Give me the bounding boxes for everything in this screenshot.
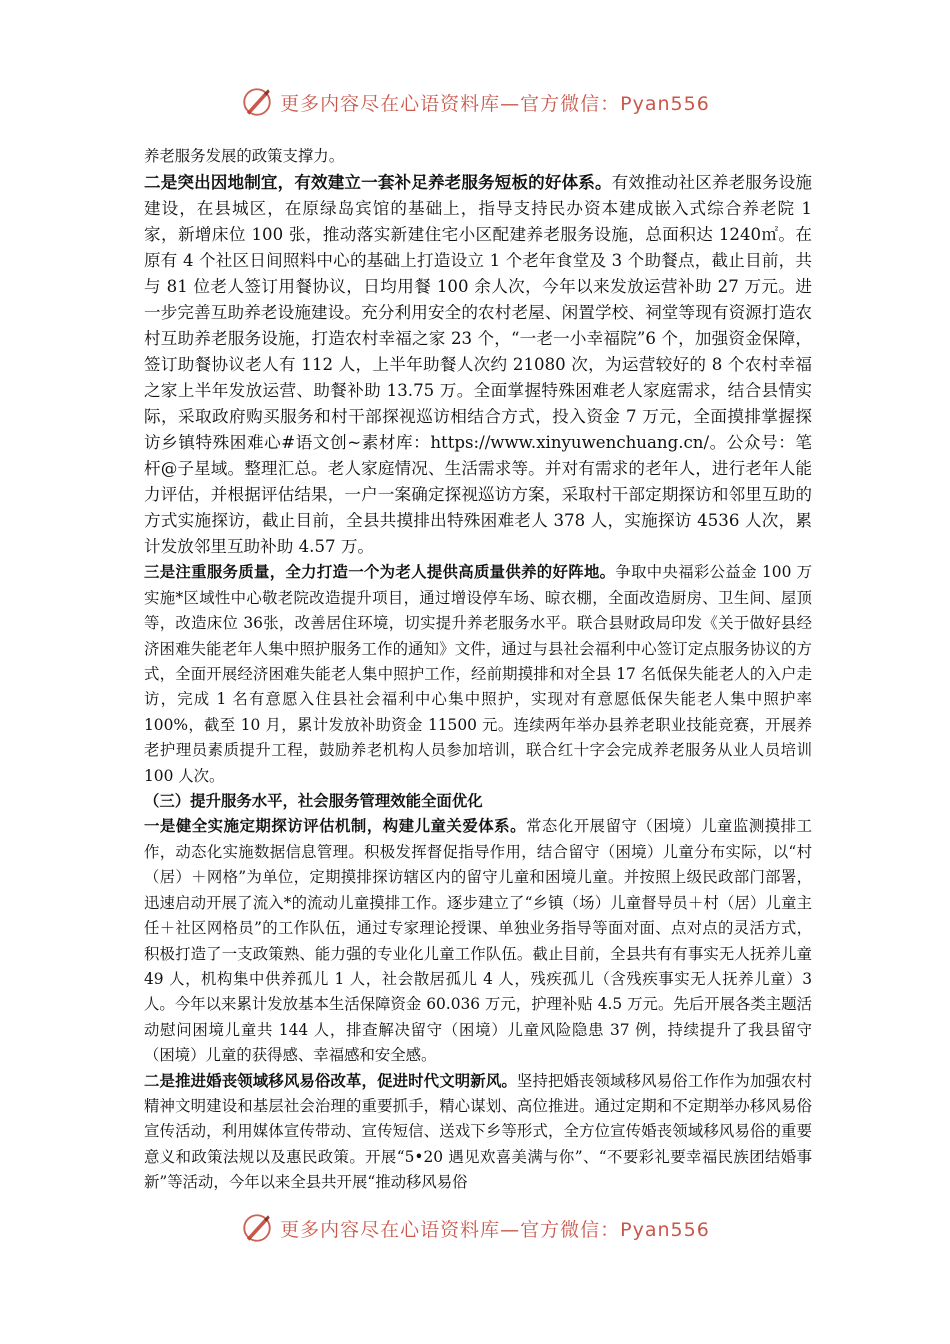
paragraph-body: 常态化开展留守（困境）儿童监测摸排工作，动态化实施数据信息管理。积极发挥督促指导作用，结合留守（困境）儿童分布实际，以“村（居）＋网格”为单位，定期摸排探访辖区内的留守儿童和困境儿童。并按照上级民政部门部署，迅速启动开展了流入*的流动儿童摸排工作。逐步建立了“乡镇（场）儿童督导员＋村（居）儿童主任＋社区网格员”的工作队伍，通过专家理论授课、单独业务指导等面对面、点对点的灵活方式，积极打造了一支政策熟、能力强的专业化儿童工作队伍。截止目前，全县共有有事实无人抚养儿童 49 人，机构集中供养孤儿 1 人，社会散居孤儿 4 人，残疾孤儿（含残疾事实无人抚养儿童）3 人。今年以来累计发放基本生活保障资金 60.036 万元，护理补贴 4.5 万元。先后开展各类主题活动慰问困境儿童共 144 人，排查解决留守（困境）儿童风险隐患 37 例，持续提升了我县留守（困境）儿童的获得感、幸福感和安全感。	[144, 817, 812, 1065]
paragraph-body: 养老服务发展的政策支撑力。	[144, 147, 345, 165]
paragraph-lead: 二是突出因地制宜，有效建立一套补足养老服务短板的好体系。	[144, 172, 612, 193]
paragraph-2	[144, 169, 812, 560]
paragraph-1	[144, 144, 812, 169]
header-watermark	[0, 82, 950, 122]
pen-logo-icon	[240, 1211, 274, 1245]
paragraph-lead: 三是注重服务质量，全力打造一个为老人提供高质量供养的好阵地。	[144, 563, 616, 582]
paragraph-3	[144, 560, 812, 789]
section-heading-text: （三）提升服务水平，社会服务管理效能全面优化	[144, 792, 483, 811]
paragraph-lead: 二是推进婚丧领域移风易俗改革，促进时代文明新风。	[144, 1071, 517, 1090]
paragraph-body: 争取中央福彩公益金 100 万实施*区域性中心敬老院改造提升项目，通过增设停车场、晾衣棚，全面改造厨房、卫生间、屋顶等，改造床位 36张，改善居住环境，切实提升养老服务水平。联合县财政局印发《关于做好县经济困难失能老年人集中照护服务工作的通知》文件，通过与县社会福利中心签订定点服务协议的方式，全面开展经济困难失能老人集中照护工作，经前期摸排和对全县 17 名低保失能老人的入户走访，完成 1 名有意愿入住县社会福利中心集中照护，实现对有意愿低保失能老人集中照护率 100%，截至 10 月，累计发放补助资金 11500 元。连续两年举办县养老职业技能竞赛，开展养老护理员素质提升工程，鼓励养老机构人员参加培训，联合红十字会完成养老服务从业人员培训 100 人次。	[144, 563, 812, 785]
watermark-text: 更多内容尽在心语资料库—官方微信：Pyan556	[280, 1218, 710, 1241]
pen-logo-icon	[240, 85, 274, 119]
watermark-text: 更多内容尽在心语资料库—官方微信：Pyan556	[280, 92, 710, 115]
section-heading	[144, 789, 812, 814]
paragraph-body: 坚持把婚丧领域移风易俗工作作为加强农村精神文明建设和基层社会治理的重要抓手，精心谋划、高位推进。通过定期和不定期举办移风易俗宣传活动，利用媒体宣传带动、宣传短信、送戏下乡等形式，全方位宣传婚丧领域移风易俗的重要意义和政策法规以及惠民政策。开展“5•20 遇见欢喜美满与你”、“不要彩礼要幸福民族团结婚事新”等活动，今年以来全县共开展“推动移风易俗	[144, 1071, 812, 1192]
paragraph-5	[144, 1069, 812, 1196]
paragraph-body: 有效推动社区养老服务设施建设，在县城区，在原绿岛宾馆的基础上，指导支持民办资本建成嵌入式综合养老院 1 家，新增床位 100 张，推动落实新建住宅小区配建养老服务设施，总面积达 1240㎡。在原有 4 个社区日间照料中心的基础上打造设立 1 个老年食堂及 3 个助餐点，截止目前，共与 81 位老人签订用餐协议，日均用餐 100 余人次，今年以来发放运营补助 27 万元。进一步完善互助养老设施建设。充分利用安全的农村老屋、闲置学校、祠堂等现有资源打造农村互助养老服务设施，打造农村幸福之家 23 个，“一老一小幸福院”6 个，加强资金保障，签订助餐协议老人有 112 人，上半年助餐人次约 21080 次，为运营较好的 8 个农村幸福之家上半年发放运营、助餐补助 13.75 万。全面掌握特殊困难老人家庭需求，结合县情实际，采取政府购买服务和村干部探视巡访相结合方式，投入资金 7 万元，全面摸排掌握探访乡镇特殊困难心#语文创~素材库：https://www.xinyuwenchuang.cn/。公众号：笔杆@子星域。整理汇总。老人家庭情况、生活需求等。并对有需求的老年人，进行老年人能力评估，并根据评估结果，一户一案确定探视巡访方案，采取村干部定期探访和邻里互助的方式实施探访，截止目前，全县共摸排出特殊困难老人 378 人，实施探访 4536 人次，累计发放邻里互助补助 4.57 万。	[144, 173, 813, 557]
paragraph-4	[144, 814, 812, 1068]
paragraph-lead: 一是健全实施定期探访评估机制，构建儿童关爱体系。	[144, 817, 526, 836]
footer-watermark	[0, 1208, 950, 1248]
document-body	[144, 144, 812, 1196]
